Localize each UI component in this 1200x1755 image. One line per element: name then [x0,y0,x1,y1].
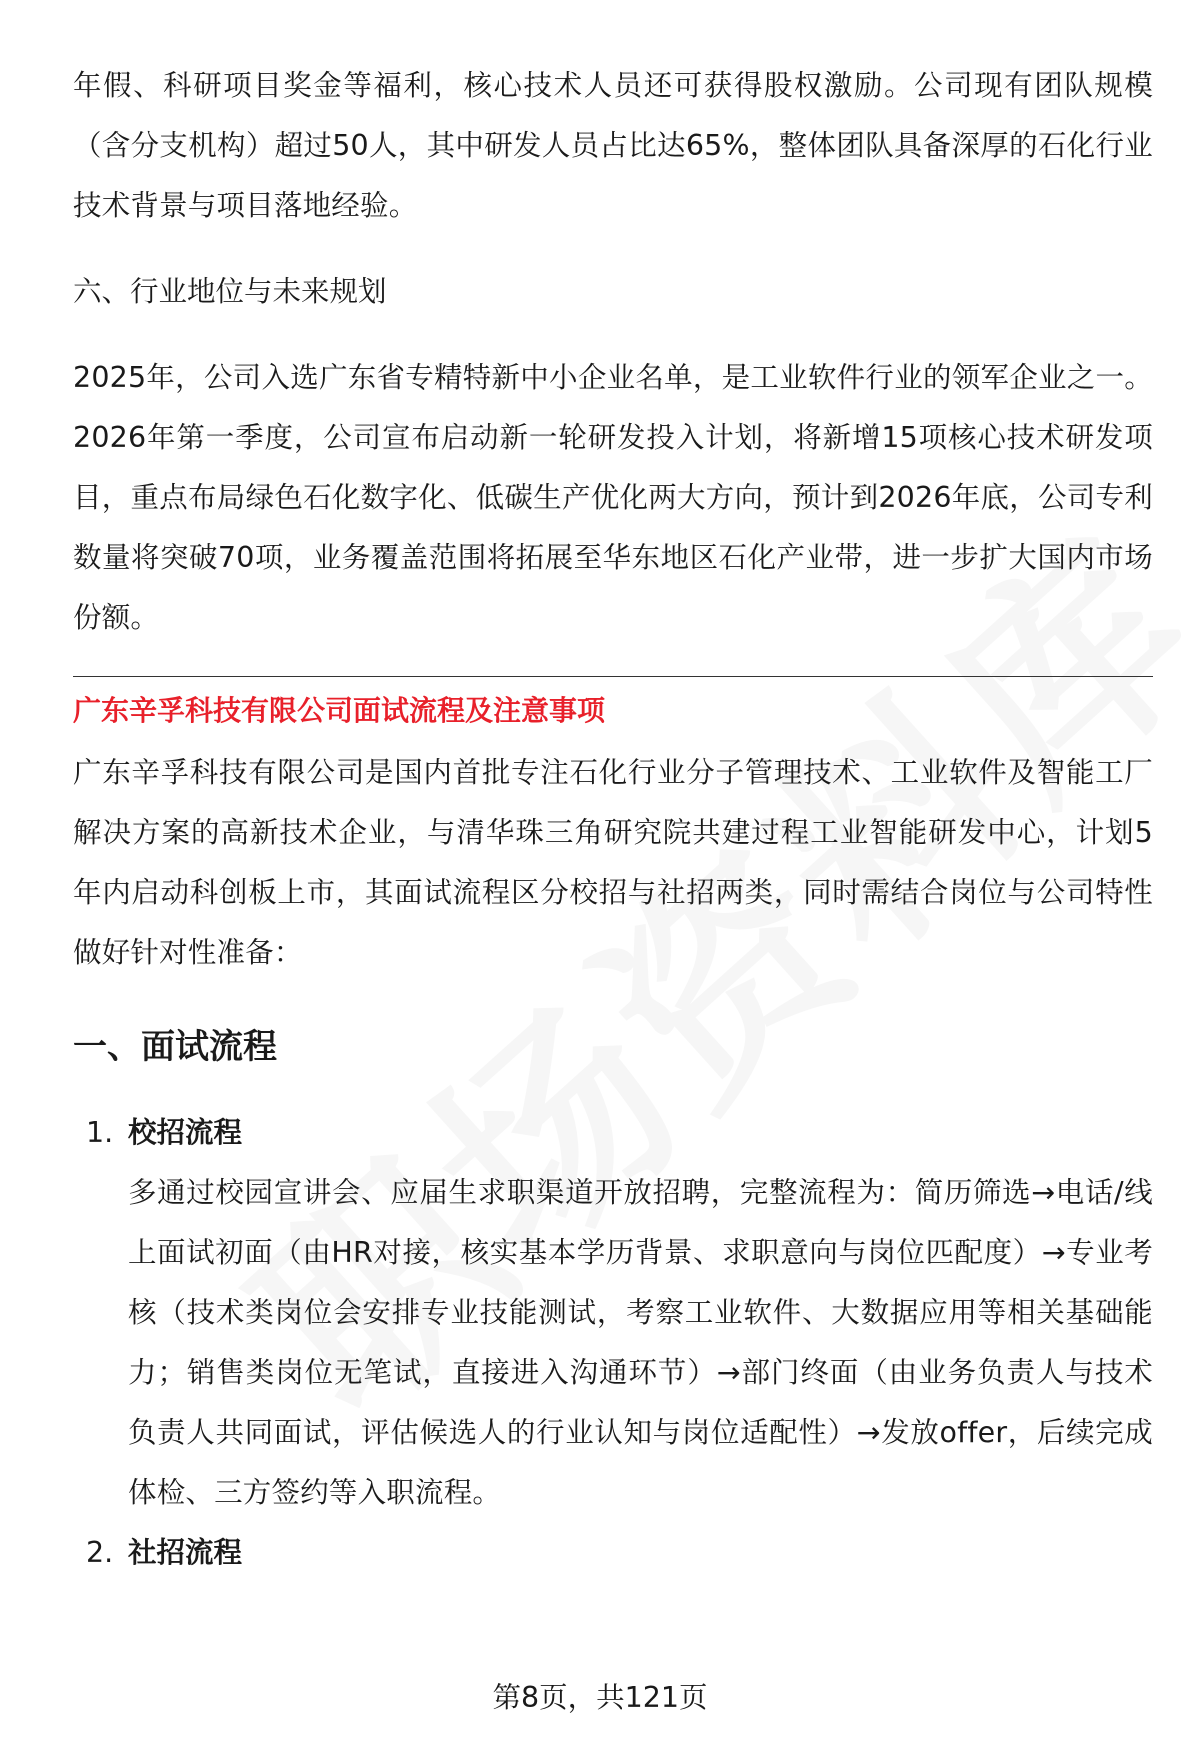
list-number: 1. [86,1116,114,1149]
page-content [73,56,1153,1583]
page-number-footer: 第8页，共121页 [492,1681,708,1714]
paragraph-future-plan: 2025年，公司入选广东省专精特新中小企业名单，是工业软件行业的领军企业之一。2026年第一季度，公司宣布启动新一轮研发投入计划，将新增15项核心技术研发项目，重点布局绿色石化数字化、低碳生产优化两大方向，预计到2026年底，公司专利数量将突破70项，业务覆盖范围将拓展至华东地区石化产业带，进一步扩大国内市场份额。 [73,361,1153,634]
heading-interview-process: 一、面试流程 [73,1027,277,1067]
list-number: 2. [86,1536,114,1569]
list-item-title: 校招流程 [128,1116,243,1149]
interview-section-title: 广东辛孚科技有限公司面试流程及注意事项 [73,694,606,727]
paragraph-benefits: 年假、科研项目奖金等福利，核心技术人员还可获得股权激励。公司现有团队规模（含分支机构）超过50人，其中研发人员占比达65%，整体团队具备深厚的石化行业技术背景与项目落地经验。 [73,69,1153,222]
interview-intro-paragraph: 广东辛孚科技有限公司是国内首批专注石化行业分子管理技术、工业软件及智能工厂解决方案的高新技术企业，与清华珠三角研究院共建过程工业智能研发中心，计划5年内启动科创板上市，其面试流程区分校招与社招两类，同时需结合岗位与公司特性做好针对性准备： [73,756,1153,969]
list-item-social-recruitment [73,1523,1153,1583]
list-item-title: 社招流程 [128,1536,243,1569]
list-item-campus-recruitment [73,1103,1153,1523]
list-item-body: 多通过校园宣讲会、应届生求职渠道开放招聘，完整流程为：简历筛选→电话/线上面试初面（由HR对接，核实基本学历背景、求职意向与岗位匹配度）→专业考核（技术类岗位会安排专业技能测试，考察工业软件、大数据应用等相关基础能力；销售类岗位无笔试，直接进入沟通环节）→部门终面（由业务负责人与技术负责人共同面试，评估候选人的行业认知与岗位适配性）→发放offer，后续完成体检、三方签约等入职流程。 [128,1176,1153,1509]
section-title-industry-position: 六、行业地位与未来规划 [73,275,387,308]
